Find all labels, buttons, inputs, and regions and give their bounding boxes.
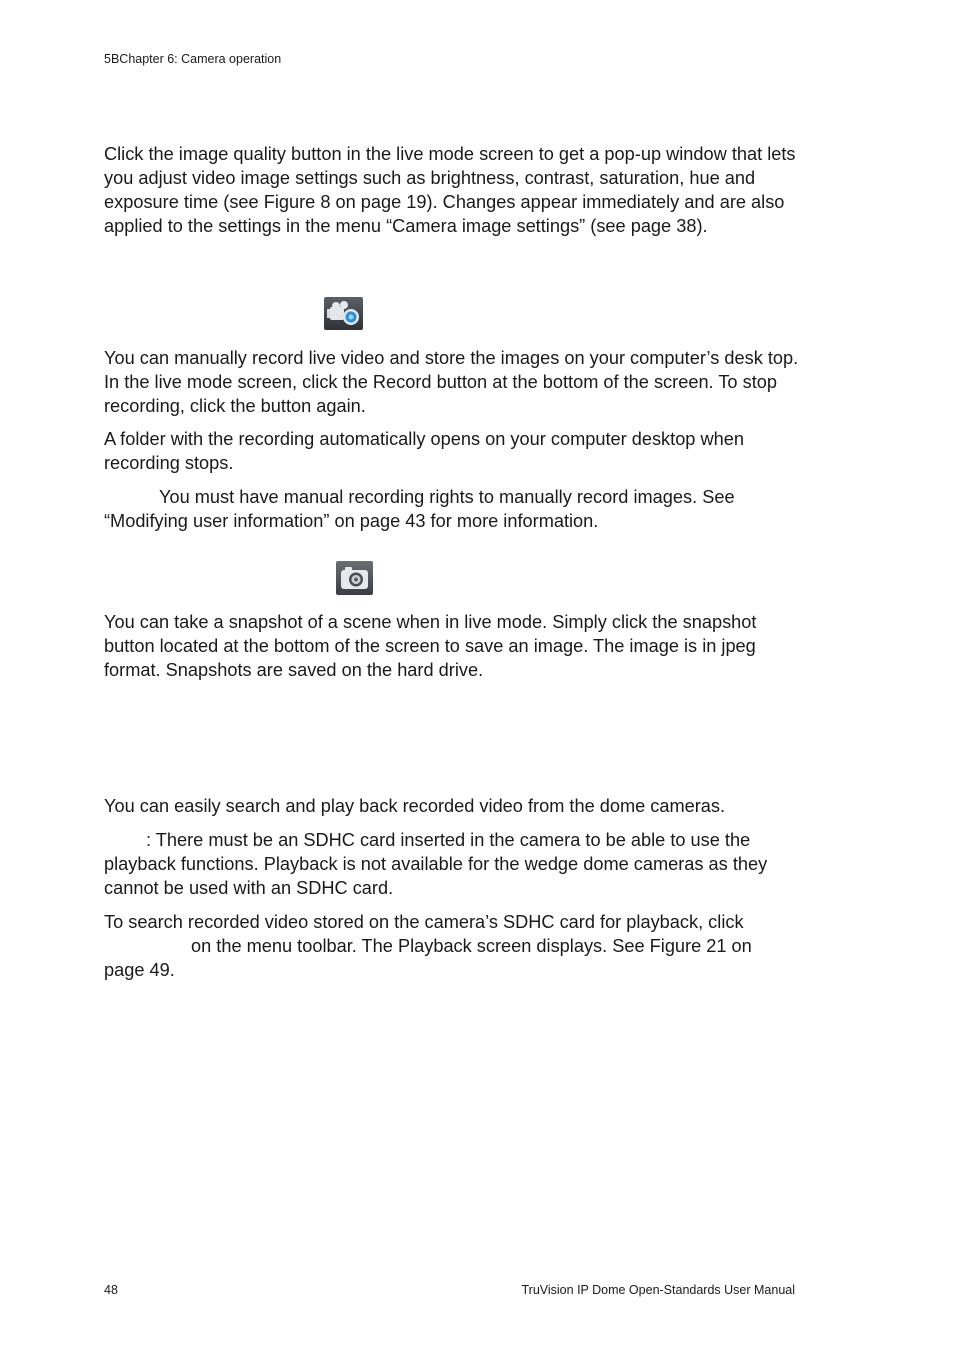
playback-note: : There must be an SDHC card inserted in the camera to be able to use the playback functions. Playback is not available for the wedge dome cameras as they cannot be used with an SDHC card. [104, 830, 768, 898]
image-quality-paragraph: Click the image quality button in the live mode screen to get a pop-up window that lets you adjust video image settings such as brightness, contrast, saturation, hue and exposure time (see Figure 8 on page 19). Changes appear immediately and are also applied to the settings in the menu “Camera image settings” (see page 38). [104, 144, 796, 236]
manual-title: TruVision IP Dome Open-Standards User Manual [521, 1283, 795, 1297]
camera-snapshot-icon [336, 561, 373, 595]
recording-folder-paragraph: A folder with the recording automatically opens on your computer desktop when recording stops. [104, 429, 744, 473]
snapshot-paragraph: You can take a snapshot of a scene when in live mode. Simply click the snapshot button located at the bottom of the screen to save an image. The image is in jpeg format. Snapshots are saved on the hard drive. [104, 612, 757, 680]
page-number: 48 [104, 1283, 118, 1297]
manual-record-note: You must have manual recording rights to manually record images. See “Modifying user information” on page 43 for more information. [104, 487, 735, 531]
manual-record-paragraph: You can manually record live video and store the images on your computer’s desk top. In the live mode screen, click the Record button at the bottom of the screen. To stop recording, click the button again. [104, 348, 799, 416]
playback-search-line-3: page 49. [104, 960, 175, 980]
playback-search-line-2: on the menu toolbar. The Playback screen displays. See Figure 21 on [191, 936, 752, 956]
playback-intro-paragraph: You can easily search and play back recorded video from the dome cameras. [104, 796, 726, 816]
video-camera-record-icon [324, 297, 363, 330]
playback-search-line-1: To search recorded video stored on the camera’s SDHC card for playback, click [104, 912, 744, 932]
running-header: 5BChapter 6: Camera operation [104, 52, 282, 66]
